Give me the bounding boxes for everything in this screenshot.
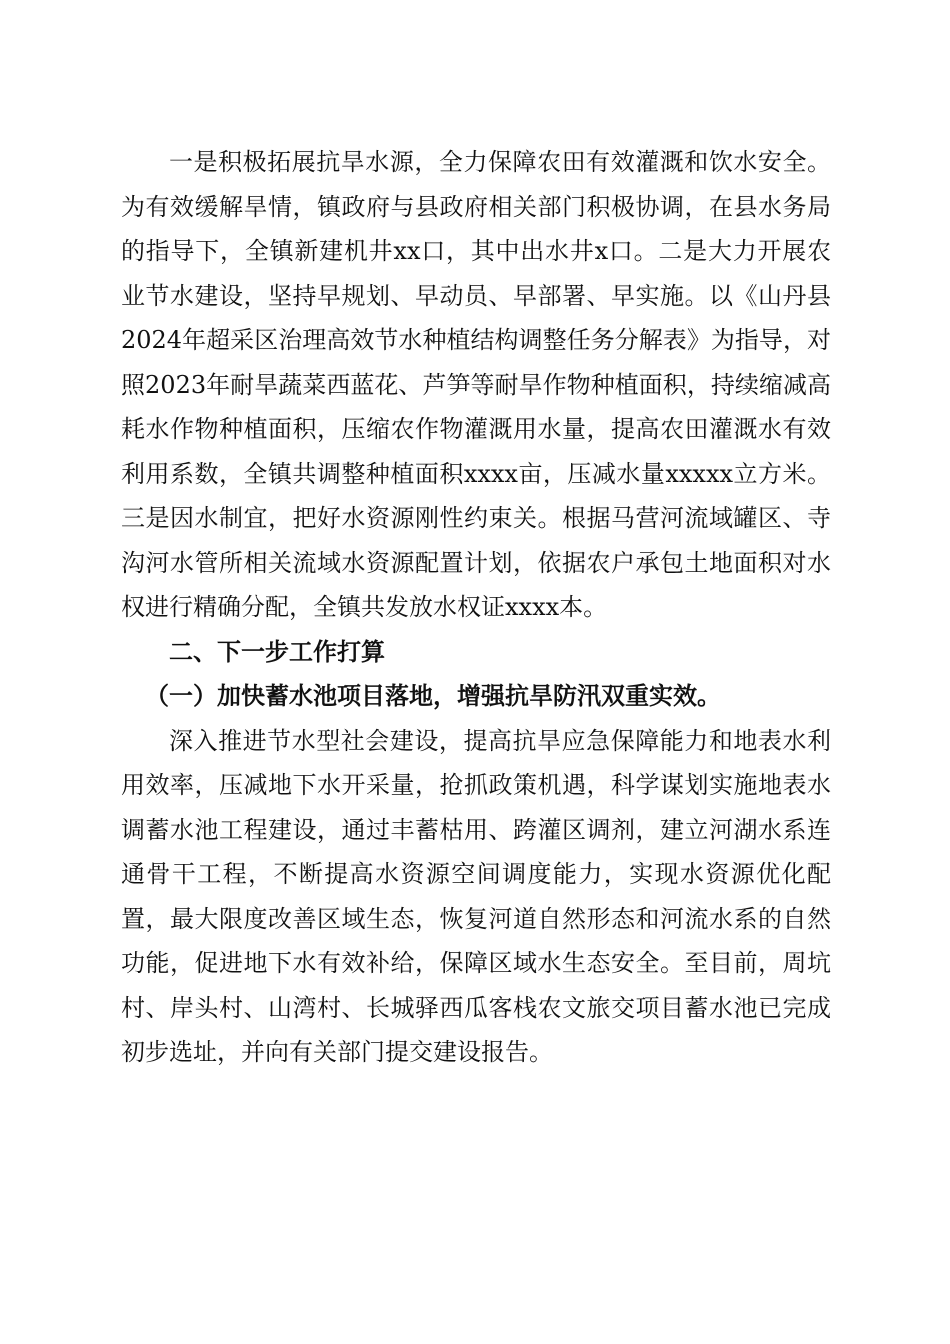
subsection-heading-reservoir: （一）加快蓄水池项目落地，增强抗旱防汛双重实效。: [145, 681, 721, 710]
paragraph-drought-measures: 一是积极拓展抗旱水源，全力保障农田有效灌溉和饮水安全。为有效缓解旱情，镇政府与县政府相关部门积极协调，在县水务局的指导下，全镇新建机井xx口，其中出水井x口。二是大力开展农业节水建设，坚持早规划、早动员、早部署、早实施。以《山丹县2024年超采区治理高效节水种植结构调整任务分解表》为指导，对照2023年耐旱蔬菜西蓝花、芦笋等耐旱作物种植面积，持续缩减高耗水作物种植面积，压缩农作物灌溉用水量，提高农田灌溉水有效利用系数，全镇共调整种植面积xxxx亩，压减水量xxxxx立方米。三是因水制宜，把好水资源刚性约束关。根据马营河流域罐区、寺沟河水管所相关流域水资源配置计划，依据农户承包土地面积对水权进行精确分配，全镇共发放水权证xxxx本。: [121, 148, 831, 621]
section-heading-next-steps: 二、下一步工作打算: [169, 637, 385, 666]
document-body: [121, 140, 831, 1075]
paragraph-reservoir-project: 深入推进节水型社会建设，提高抗旱应急保障能力和地表水利用效率，压减地下水开采量，抢抓政策机遇，科学谋划实施地表水调蓄水池工程建设，通过丰蓄枯用、跨灌区调剂，建立河湖水系连通骨干工程，不断提高水资源空间调度能力，实现水资源优化配置，最大限度改善区域生态，恢复河道自然形态和河流水系的自然功能，促进地下水有效补给，保障区域水生态安全。至目前，周坑村、岸头村、山湾村、长城驿西瓜客栈农文旅交项目蓄水池已完成初步选址，并向有关部门提交建设报告。: [121, 726, 831, 1066]
